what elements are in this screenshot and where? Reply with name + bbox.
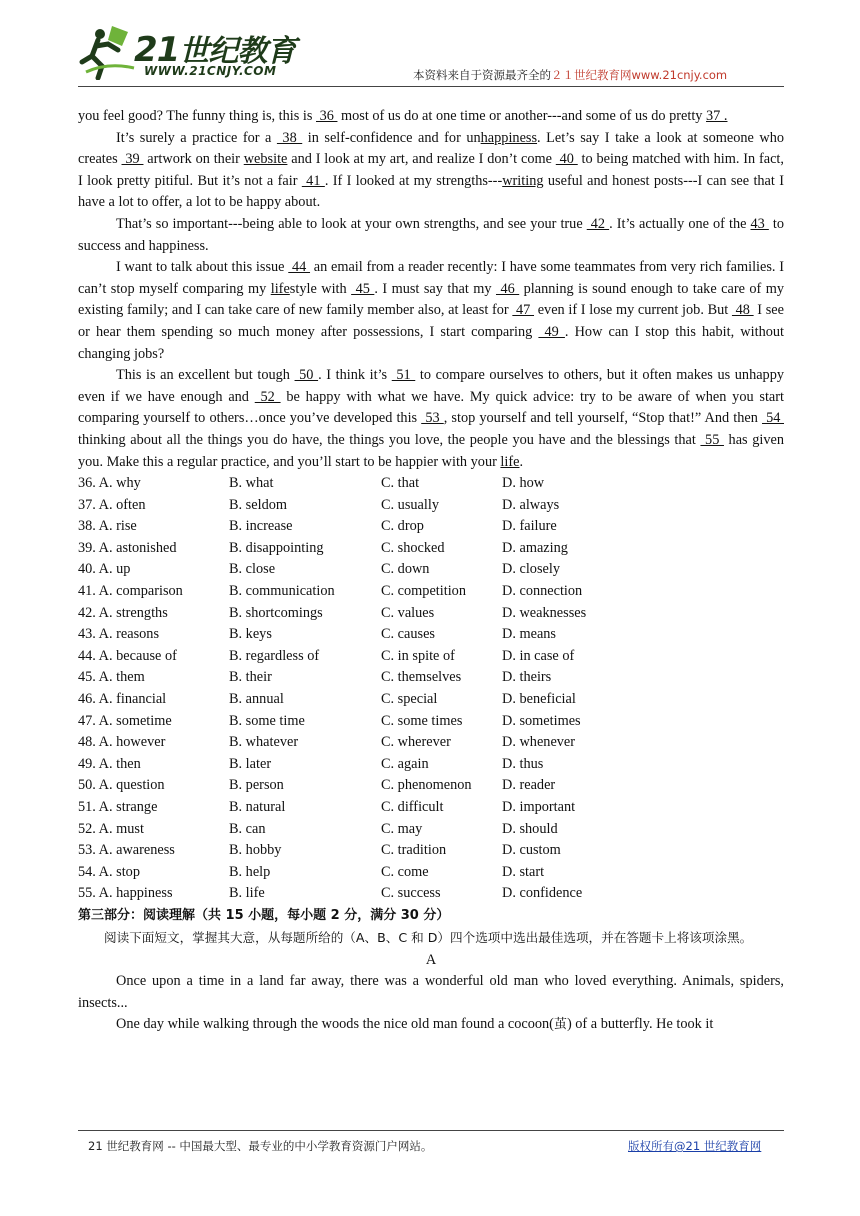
option-b: B. close <box>229 561 276 578</box>
option-a: 43. A. reasons <box>78 626 160 643</box>
blank-48: 48 <box>731 302 754 319</box>
option-c: C. in spite of <box>381 647 455 664</box>
option-c: C. shocked <box>381 539 445 556</box>
blank-46: 46 <box>495 280 520 297</box>
option-b: B. whatever <box>229 734 299 751</box>
option-c: C. themselves <box>381 669 462 686</box>
option-a: 48. A. however <box>78 734 166 751</box>
option-d: D. thus <box>502 755 544 772</box>
answer-options <box>78 473 784 905</box>
reading-paragraph-2: One day while walking through the woods the nice old man found a cocoon(茧) of a butterfly. He took it <box>116 1016 714 1033</box>
option-row <box>78 559 784 581</box>
option-b: B. regardless of <box>229 647 320 664</box>
option-b: B. can <box>229 820 266 837</box>
option-c: C. tradition <box>381 842 447 859</box>
option-b: B. increase <box>229 518 293 535</box>
option-row <box>78 473 784 495</box>
option-c: C. competition <box>381 583 466 600</box>
option-d: D. closely <box>502 561 560 578</box>
cloze-paragraph-3: That’s so important---being able to look at your own strengths, and see your true 42 . It’s actually one of the 43 to success and happiness. <box>78 215 784 254</box>
header-note: 本资料来自于资源最齐全的２１世纪教育网www.21cnjy.com <box>413 68 728 82</box>
footer-divider <box>78 1130 784 1131</box>
option-d: D. custom <box>502 842 561 859</box>
option-row <box>78 819 784 841</box>
option-c: C. drop <box>381 518 424 535</box>
blank-41: 41 <box>301 172 325 189</box>
option-d: D. should <box>502 820 558 837</box>
header-divider <box>78 86 784 87</box>
option-d: D. means <box>502 626 556 643</box>
blank-40: 40 <box>555 151 578 168</box>
option-c: C. special <box>381 691 438 708</box>
blank-51: 51 <box>391 367 416 384</box>
option-a: 41. A. comparison <box>78 583 183 600</box>
option-row <box>78 495 784 517</box>
option-c: C. some times <box>381 712 463 729</box>
option-row <box>78 883 784 905</box>
option-b: B. help <box>229 863 271 880</box>
blank-45: 45 <box>351 280 375 297</box>
option-a: 54. A. stop <box>78 863 140 880</box>
option-row <box>78 711 784 733</box>
footer-tagline: 21 世纪教育网 -- 中国最大型、最专业的中小学教育资源门户网站。 <box>88 1139 433 1153</box>
option-d: D. how <box>502 475 545 492</box>
blank-37: 37 . <box>706 108 728 124</box>
option-row <box>78 862 784 884</box>
option-a: 40. A. up <box>78 561 131 578</box>
option-a: 50. A. question <box>78 777 165 794</box>
section-instructions: 阅读下面短文，掌握其大意，从每题所给的（A、B、C 和 D）四个选项中选出最佳选项，并在答题卡上将该项涂黑。 <box>104 929 753 945</box>
option-a: 39. A. astonished <box>78 539 177 556</box>
passage-label: A <box>425 951 437 968</box>
option-row <box>78 754 784 776</box>
blank-44: 44 <box>288 259 311 276</box>
option-a: 47. A. sometime <box>78 712 172 729</box>
logo-url: WWW.21CNJY.COM <box>144 64 277 78</box>
option-row <box>78 516 784 538</box>
option-b: B. keys <box>229 626 272 643</box>
page-content <box>78 106 784 1036</box>
header-source-link[interactable]: ２１世纪教育网 <box>551 68 632 82</box>
option-b: B. life <box>229 885 265 902</box>
option-d: D. reader <box>502 777 556 794</box>
blank-43: 43 <box>750 215 769 232</box>
option-d: D. beneficial <box>502 691 576 708</box>
footer-copyright-link[interactable]: 版权所有@21 世纪教育网 <box>628 1139 762 1153</box>
option-c: C. values <box>381 604 435 621</box>
blank-38: 38 <box>276 129 303 146</box>
blank-39: 39 <box>121 151 144 168</box>
option-d: D. start <box>502 863 545 880</box>
option-row <box>78 797 784 819</box>
option-d: D. whenever <box>502 734 576 751</box>
option-row <box>78 840 784 862</box>
option-row <box>78 603 784 625</box>
option-c: C. usually <box>381 496 439 513</box>
option-a: 52. A. must <box>78 820 144 837</box>
option-d: D. connection <box>502 583 583 600</box>
cloze-paragraph-4: I want to talk about this issue 44 an email from a reader recently: I have some teammates from very rich families. I can’t stop myself comparing my lifestyle with 45 . I must say that my 46 planning is sound enough to take care of my existing family; and I can take care of new family member also, at least for 47 even if I lose my current job. But 48 I see or hear them spending so much money after possessions, I start comparing 49 . How can I stop this habit, without changing jobs? <box>78 259 785 362</box>
option-d: D. theirs <box>502 669 552 686</box>
cloze-paragraph-5: This is an excellent but tough 50 . I think it’s 51 to compare ourselves to others, but it often makes us unhappy even if we have enough and 52 be happy with what we have. My quick advice: try to be aware of when you start comparing yourself to others…once you’ve developed this 53 , stop yourself and tell yourself, “Stop that!” And then 54 thinking about all the things you do have, the things you love, the people you have and the blessings that 55 has given you. Make this a regular practice, and you’ll start to be happier with your life. <box>78 367 785 470</box>
site-logo <box>78 20 298 82</box>
option-d: D. always <box>502 496 560 513</box>
option-a: 44. A. because of <box>78 647 177 664</box>
option-a: 37. A. often <box>78 496 146 513</box>
option-row <box>78 581 784 603</box>
option-d: D. important <box>502 799 576 815</box>
option-b: B. seldom <box>229 496 287 513</box>
option-a: 49. A. then <box>78 755 141 772</box>
option-c: C. wherever <box>381 734 451 751</box>
page-header <box>0 0 860 100</box>
option-b: B. hobby <box>229 842 282 859</box>
option-a: 51. A. strange <box>78 799 158 815</box>
option-a: 38. A. rise <box>78 518 137 535</box>
blank-36: 36 <box>316 108 338 124</box>
option-a: 45. A. them <box>78 669 145 686</box>
blank-52: 52 <box>254 388 281 405</box>
blank-54: 54 <box>762 410 784 427</box>
option-d: D. weaknesses <box>502 604 587 621</box>
option-c: C. down <box>381 561 430 578</box>
option-c: C. may <box>381 820 423 837</box>
option-b: B. later <box>229 755 272 772</box>
cloze-paragraph-2: It’s surely a practice for a 38 in self-confidence and for unhappiness. Let’s say I take a look at someone who creates 39 artwork on their website and I look at my art, and realize I don’t come 40 to being matched with him. In fact, I look pretty pitiful. But it’s not a fair 41 . If I looked at my strengths---writing useful and honest posts---I can see that I have a lot to offer, a lot to be happy about. <box>78 129 784 211</box>
blank-50: 50 <box>294 367 319 384</box>
option-row <box>78 689 784 711</box>
option-d: D. in case of <box>502 647 575 664</box>
section-title: 第三部分：阅读理解（共 15 小题，每小题 2 分，满分 30 分） <box>78 907 450 923</box>
option-b: B. some time <box>229 712 305 729</box>
header-url-link[interactable]: www.21cnjy.com <box>631 68 728 82</box>
option-c: C. again <box>381 755 429 772</box>
option-c: C. come <box>381 863 429 880</box>
option-a: 42. A. strengths <box>78 604 168 621</box>
blank-53: 53 <box>421 410 444 427</box>
option-b: B. communication <box>229 583 335 600</box>
blank-42: 42 <box>586 215 610 232</box>
blank-55: 55 <box>700 431 724 448</box>
option-a: 55. A. happiness <box>78 885 173 902</box>
option-c: C. that <box>381 475 420 492</box>
option-row <box>78 624 784 646</box>
option-row <box>78 538 784 560</box>
runner-logo-icon <box>78 22 136 80</box>
option-c: C. success <box>381 885 441 902</box>
option-c: C. difficult <box>381 799 444 815</box>
reading-paragraph-1: Once upon a time in a land far away, there was a wonderful old man who loved everything. Animals, spiders, insects... <box>78 972 784 1011</box>
option-row <box>78 775 784 797</box>
cloze-paragraph-1: you feel good? The funny thing is, this is 36 most of us do at one time or another---and some of us do pretty 37 . <box>78 108 728 124</box>
option-b: B. annual <box>229 691 284 708</box>
option-d: D. sometimes <box>502 712 581 729</box>
option-row <box>78 667 784 689</box>
option-a: 53. A. awareness <box>78 842 175 859</box>
option-d: D. amazing <box>502 539 568 556</box>
option-a: 46. A. financial <box>78 691 167 708</box>
option-b: B. natural <box>229 799 286 815</box>
option-b: B. what <box>229 475 274 492</box>
option-b: B. shortcomings <box>229 604 323 621</box>
option-c: C. causes <box>381 626 435 643</box>
option-row <box>78 732 784 754</box>
option-row <box>78 646 784 668</box>
option-b: B. disappointing <box>229 539 324 556</box>
blank-49: 49 <box>538 323 565 340</box>
option-a: 36. A. why <box>78 475 141 492</box>
option-c: C. phenomenon <box>381 777 472 794</box>
option-d: D. confidence <box>502 885 583 902</box>
option-d: D. failure <box>502 518 557 535</box>
logo-wordmark: 21世纪教育 <box>134 30 296 70</box>
option-b: B. person <box>229 777 284 794</box>
option-b: B. their <box>229 669 272 686</box>
blank-47: 47 <box>512 302 535 319</box>
